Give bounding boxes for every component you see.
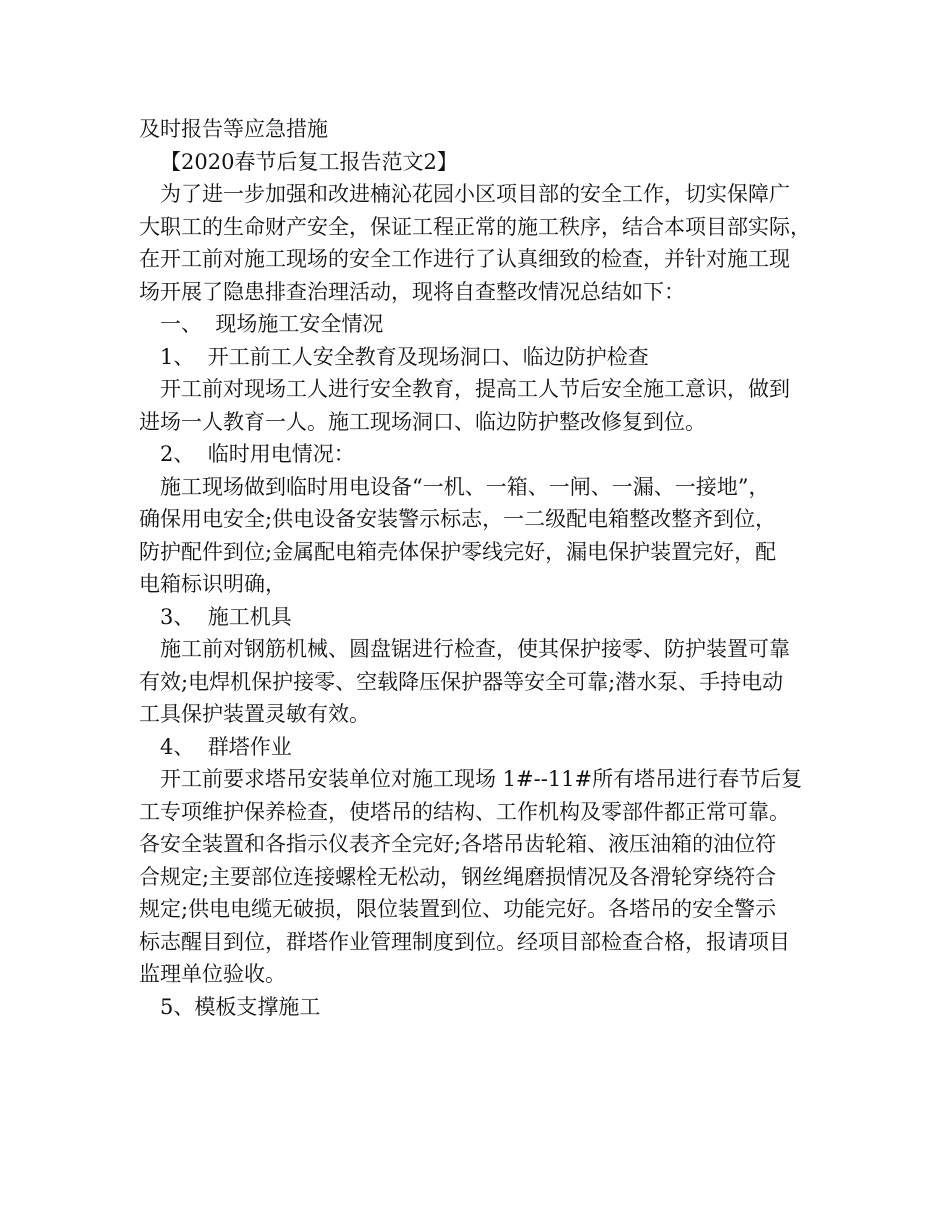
text-line: 开工前对现场工人进行安全教育，提高工人节后安全施工意识，做到: [160, 377, 790, 401]
text-line: 进场一人教育一人。施工现场洞口、临边防护整改修复到位。: [139, 409, 706, 434]
text-line: 大职工的生命财产安全，保证工程正常的施工秩序，结合本项目部实际，: [139, 214, 811, 239]
text-line: 3、 施工机具: [160, 604, 292, 629]
text-line: 及时报告等应急措施: [139, 117, 328, 141]
text-line: 标志醒目到位，群塔作业管理制度到位。经项目部检查合格，报请项目: [139, 929, 790, 954]
text-line: 2、 临时用电情况：: [160, 442, 355, 466]
text-line: 5、模板支撑施工: [160, 994, 321, 1019]
text-line: 监理单位验收。: [139, 962, 286, 986]
text-line: 确保用电安全;供电设备安装警示标志，一二级配电箱整改整齐到位，: [139, 507, 777, 531]
text-line: 一、 现场施工安全情况: [160, 312, 384, 336]
text-line: 工专项维护保养检查，使塔吊的结构、工作机构及零部件都正常可靠。: [139, 799, 790, 824]
text-line: 施工前对钢筋机械、圆盘锯进行检查，使其保护接零、防护装置可靠: [160, 637, 790, 661]
text-line: 【2020春节后复工报告范文2】: [160, 149, 458, 174]
text-line: 合规定;主要部位连接螺栓无松动，钢丝绳磨损情况及各滑轮穿绕符合: [139, 864, 777, 889]
text-line: 施工现场做到临时用电设备“一机、一箱、一闸、一漏、一接地”，: [160, 474, 770, 499]
text-line: 有效;电焊机保护接零、空载降压保护器等安全可靠;潜水泵、手持电动: [139, 669, 784, 694]
text-line: 各安全装置和各指示仪表齐全完好;各塔吊齿轮箱、液压油箱的油位符: [139, 832, 777, 856]
text-line: 防护配件到位;金属配电箱壳体保护零线完好，漏电保护装置完好，配: [139, 539, 777, 564]
text-line: 场开展了隐患排查治理活动，现将自查整改情况总结如下：: [139, 279, 685, 304]
text-line: 规定;供电电缆无破损，限位装置到位、功能完好。各塔吊的安全警示: [139, 897, 777, 921]
text-line: 工具保护装置灵敏有效。: [139, 702, 370, 726]
text-line: 为了进一步加强和改进楠沁花园小区项目部的安全工作，切实保障广: [160, 182, 790, 206]
text-line: 1、 开工前工人安全教育及现场洞口、临边防护检查: [160, 344, 649, 369]
text-line: 电箱标识明确，: [139, 572, 286, 596]
text-line: 开工前要求塔吊安装单位对施工现场 1#--11#所有塔吊进行春节后复: [160, 767, 803, 791]
document-body: [139, 113, 819, 1023]
text-line: 在开工前对施工现场的安全工作进行了认真细致的检查，并针对施工现: [139, 247, 790, 271]
text-line: 4、 群塔作业: [160, 734, 292, 759]
